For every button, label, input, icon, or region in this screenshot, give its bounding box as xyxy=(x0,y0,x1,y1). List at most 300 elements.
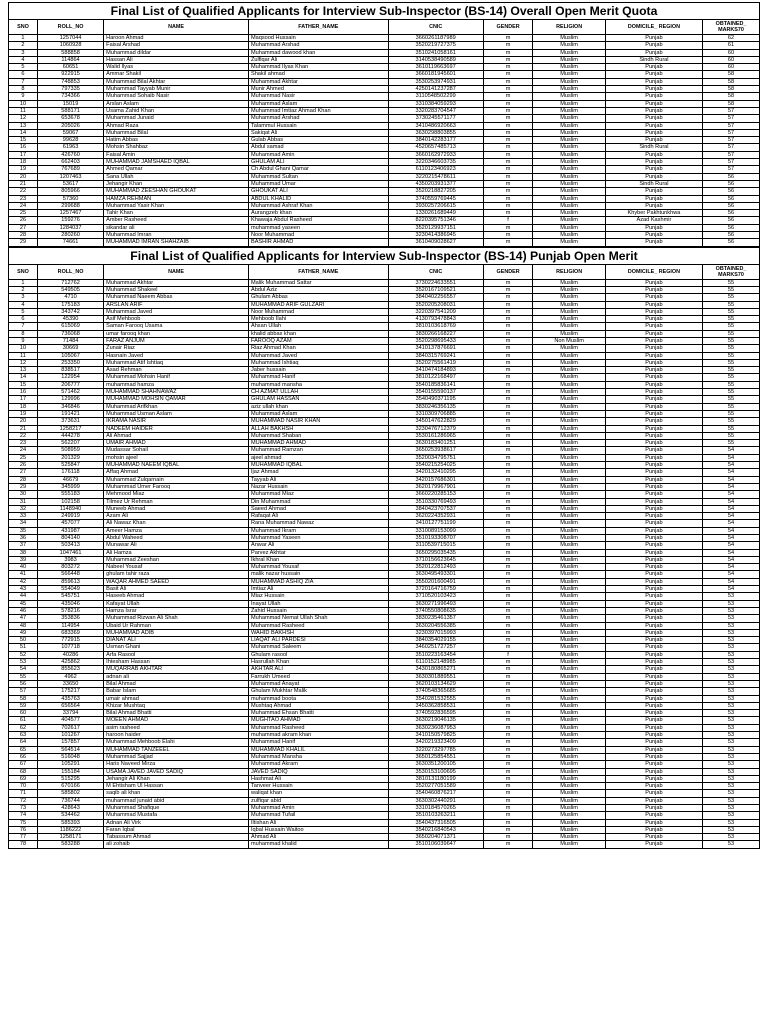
table-cell: 299688 xyxy=(37,202,103,209)
table-cell: GHOUKAT ALI xyxy=(248,188,388,195)
table-cell: muhammad boota xyxy=(248,695,388,702)
table-row xyxy=(9,100,760,107)
table-cell: 3540185836141 xyxy=(388,381,483,388)
table-cell: Muslim xyxy=(533,86,605,93)
table-cell: m xyxy=(483,819,533,826)
table-cell: m xyxy=(483,396,533,403)
table-cell: m xyxy=(483,710,533,717)
table-cell: Muslim xyxy=(533,367,605,374)
table-cell: Punjab xyxy=(605,374,702,381)
table-cell: 53 xyxy=(703,746,760,753)
table-cell: 3610409028627 xyxy=(388,239,483,246)
table-cell: Punjab xyxy=(605,115,702,122)
table-cell: 71484 xyxy=(37,337,103,344)
table-cell: Muslim xyxy=(533,217,605,224)
table-cell: Maqsood Hussain xyxy=(248,35,388,42)
table-cell: 14 xyxy=(9,374,38,381)
table-cell: 7 xyxy=(9,78,38,85)
table-cell: 583288 xyxy=(37,841,103,848)
table-row xyxy=(9,622,760,629)
table-cell: Tabassum Ahmad xyxy=(104,834,249,841)
table-cell: 3220215478611 xyxy=(388,173,483,180)
table-cell: f xyxy=(483,217,533,224)
table-row xyxy=(9,659,760,666)
table-cell: Punjab xyxy=(605,637,702,644)
table-row xyxy=(9,651,760,658)
table-cell: Muslim xyxy=(533,374,605,381)
table-cell: Ihtesham Hassan xyxy=(104,659,249,666)
table-cell: m xyxy=(483,232,533,239)
table-cell: Ahmad Raza xyxy=(104,122,249,129)
table-cell: Ameer Hamza xyxy=(104,527,249,534)
table-cell: Punjab xyxy=(605,49,702,56)
table-cell: Punjab xyxy=(605,323,702,330)
table-cell: 29 xyxy=(9,239,38,246)
table-cell: 3110539715015 xyxy=(388,542,483,549)
table-cell: Muslim xyxy=(533,64,605,71)
table-cell: 58 xyxy=(9,695,38,702)
table-cell: MUHAMMAD ADIB xyxy=(104,629,249,636)
table-cell: m xyxy=(483,42,533,49)
table-cell: 55 xyxy=(703,323,760,330)
table-row xyxy=(9,783,760,790)
table-cell: umar farooq khan xyxy=(104,330,249,337)
table-cell: m xyxy=(483,56,533,63)
table-cell: Zahid Hussain xyxy=(248,607,388,614)
table-cell: Amber Rasheed xyxy=(104,217,249,224)
table-cell: 55 xyxy=(703,425,760,432)
table-cell: Muslim xyxy=(533,180,605,187)
table-cell: 3630219046135 xyxy=(388,717,483,724)
table-cell: Muhammad Sultan xyxy=(248,173,388,180)
table-cell: 61 xyxy=(9,717,38,724)
table-cell: waliqat khan xyxy=(248,790,388,797)
table-cell: Muhammad Tufail xyxy=(248,812,388,819)
table-cell: saqib ali khan xyxy=(104,790,249,797)
table-cell: Ahsan Ullah xyxy=(248,323,388,330)
table-cell: 431987 xyxy=(37,527,103,534)
table-row xyxy=(9,637,760,644)
table-cell: Haseeb Ahmad xyxy=(104,593,249,600)
table-cell: Muslim xyxy=(533,680,605,687)
table-cell: 55 xyxy=(703,330,760,337)
table-row xyxy=(9,367,760,374)
table-cell: 53 xyxy=(703,644,760,651)
table-cell: 56 xyxy=(703,188,760,195)
table-cell: 3540155590137 xyxy=(388,389,483,396)
table-cell: 53 xyxy=(703,622,760,629)
table-cell: m xyxy=(483,173,533,180)
table-cell: FARAZ ANJUM xyxy=(104,337,249,344)
table-cell: m xyxy=(483,688,533,695)
table-cell: Punjab xyxy=(605,695,702,702)
table-cell: Punjab xyxy=(605,753,702,760)
table-row xyxy=(9,607,760,614)
table-cell: 54 xyxy=(9,666,38,673)
table-cell: 3650125854551 xyxy=(388,753,483,760)
table-cell: m xyxy=(483,783,533,790)
table-row xyxy=(9,834,760,841)
table-cell: 22 xyxy=(9,432,38,439)
table-row xyxy=(9,775,760,782)
table-cell: 767689 xyxy=(37,166,103,173)
table-cell: Punjab xyxy=(605,232,702,239)
table-cell: 54 xyxy=(703,586,760,593)
table-cell: Muslim xyxy=(533,359,605,366)
table-cell: Punjab xyxy=(605,673,702,680)
table-cell: Usman Ghani xyxy=(104,644,249,651)
table-cell: Muslim xyxy=(533,768,605,775)
table-cell: 53 xyxy=(703,688,760,695)
table-cell: 3630301889551 xyxy=(388,673,483,680)
table-cell: Muslim xyxy=(533,535,605,542)
table-row xyxy=(9,732,760,739)
table-cell: Muslim xyxy=(533,513,605,520)
table-cell: 54 xyxy=(703,498,760,505)
table-cell: Punjab xyxy=(605,286,702,293)
table-cell: Punjab xyxy=(605,702,702,709)
table-cell: 54 xyxy=(703,578,760,585)
table-cell: 3510330769493 xyxy=(388,498,483,505)
table-cell: Muhammad Akram xyxy=(248,761,388,768)
table-cell: 54 xyxy=(703,483,760,490)
table-row xyxy=(9,286,760,293)
table-cell: 3840354029155 xyxy=(388,637,483,644)
table-cell: Saeed Ahmad xyxy=(248,505,388,512)
table-cell: Walid Ilyas xyxy=(104,64,249,71)
table-cell: JAVED SADIQ xyxy=(248,768,388,775)
table-cell: 74661 xyxy=(37,239,103,246)
table-cell: 53 xyxy=(703,804,760,811)
table-row xyxy=(9,826,760,833)
table-row xyxy=(9,374,760,381)
table-cell: Muhammad Akhtar xyxy=(248,78,388,85)
table-cell: Muhammad Sohaib Nasir xyxy=(104,93,249,100)
table-cell: 3140538490589 xyxy=(388,56,483,63)
table-row xyxy=(9,688,760,695)
table-cell: 3720164716759 xyxy=(388,586,483,593)
table-cell: 3530253974931 xyxy=(388,78,483,85)
table-cell: Punjab xyxy=(605,337,702,344)
table-cell: 3740550808635 xyxy=(388,607,483,614)
table-cell: 6 xyxy=(9,316,38,323)
table-cell: 55 xyxy=(703,316,760,323)
column-header: CNIC xyxy=(388,264,483,279)
table-cell: 52 xyxy=(9,651,38,658)
table-cell: 503413 xyxy=(37,542,103,549)
table-row xyxy=(9,797,760,804)
table-cell: Muslim xyxy=(533,790,605,797)
table-cell: Muhammad Usman Aslam xyxy=(104,410,249,417)
table-cell: muhammad junaid abid xyxy=(104,797,249,804)
document-page xyxy=(8,0,760,849)
table-row xyxy=(9,702,760,709)
table-cell: m xyxy=(483,804,533,811)
table-row xyxy=(9,352,760,359)
table-cell: 55 xyxy=(703,403,760,410)
table-cell: 101267 xyxy=(37,732,103,739)
table-cell: Punjab xyxy=(605,159,702,166)
table-cell: Punjab xyxy=(605,644,702,651)
table-cell: Muslim xyxy=(533,491,605,498)
table-row xyxy=(9,301,760,308)
table-cell: Haroon Ahmad xyxy=(104,35,249,42)
table-cell: 25 xyxy=(9,210,38,217)
table-cell: 4962 xyxy=(37,673,103,680)
table-cell: Muslim xyxy=(533,42,605,49)
table-cell: 5 xyxy=(9,308,38,315)
table-cell: sikandar ali xyxy=(104,224,249,231)
table-cell: Arslan Aslam xyxy=(104,100,249,107)
table-cell: 18 xyxy=(9,159,38,166)
table-cell: Punjab xyxy=(605,129,702,136)
table-cell: 62 xyxy=(703,35,760,42)
section1-table xyxy=(8,19,760,247)
table-cell: Muslim xyxy=(533,710,605,717)
table-cell: 54 xyxy=(703,462,760,469)
table-cell: m xyxy=(483,476,533,483)
table-cell: 20 xyxy=(9,173,38,180)
table-cell: m xyxy=(483,797,533,804)
table-cell: Muslim xyxy=(533,483,605,490)
table-cell: 426760 xyxy=(37,151,103,158)
table-cell: 46679 xyxy=(37,476,103,483)
table-cell: Punjab xyxy=(605,607,702,614)
table-cell: Mehmood Miaz xyxy=(104,491,249,498)
table-cell: m xyxy=(483,644,533,651)
table-cell: m xyxy=(483,286,533,293)
table-cell: 53 xyxy=(703,651,760,658)
table-row xyxy=(9,56,760,63)
table-cell: 57 xyxy=(703,166,760,173)
table-cell: 40 xyxy=(9,564,38,571)
table-cell: Muslim xyxy=(533,688,605,695)
table-cell: Non Muslim xyxy=(533,337,605,344)
table-cell: m xyxy=(483,768,533,775)
table-cell: 53 xyxy=(703,819,760,826)
table-cell: Muhammad Ishtiaq xyxy=(248,359,388,366)
table-cell: Shakil ahmad xyxy=(248,71,388,78)
table-cell: m xyxy=(483,498,533,505)
table-row xyxy=(9,527,760,534)
table-cell: Muslim xyxy=(533,673,605,680)
table-cell: Muslim xyxy=(533,615,605,622)
table-cell: 62 xyxy=(9,724,38,731)
table-cell: 8220395751346 xyxy=(388,217,483,224)
table-cell: 55 xyxy=(9,673,38,680)
table-cell: Punjab xyxy=(605,462,702,469)
table-cell: m xyxy=(483,301,533,308)
table-cell: 1 xyxy=(9,35,38,42)
table-cell: mohsin ajeel xyxy=(104,454,249,461)
table-cell: m xyxy=(483,86,533,93)
table-cell: m xyxy=(483,556,533,563)
table-cell: Muhammad Arshad xyxy=(248,42,388,49)
table-cell: Muhammad Imran xyxy=(104,232,249,239)
table-cell: Muhammad Ikram xyxy=(248,527,388,534)
table-cell: 3460251727257 xyxy=(388,644,483,651)
table-cell: m xyxy=(483,724,533,731)
table-cell: 3840315769241 xyxy=(388,352,483,359)
table-cell: muhammad yaseen xyxy=(248,224,388,231)
table-cell: 3520277051589 xyxy=(388,783,483,790)
table-cell: 534462 xyxy=(37,812,103,819)
table-cell: Muslim xyxy=(533,381,605,388)
table-cell: muhammad akram khan xyxy=(248,732,388,739)
table-cell: 55 xyxy=(703,301,760,308)
table-cell: 585393 xyxy=(37,819,103,826)
table-cell: MUHAMMAD ZEESHAN GHOUKAT xyxy=(104,188,249,195)
table-cell: 425862 xyxy=(37,659,103,666)
table-cell: 3510193308707 xyxy=(388,535,483,542)
table-cell: Miaz Hussain xyxy=(248,593,388,600)
table-cell: 653678 xyxy=(37,115,103,122)
table-cell: 31 xyxy=(9,498,38,505)
table-cell: 57 xyxy=(703,151,760,158)
table-cell: Ghulam Mukhtar Malik xyxy=(248,688,388,695)
table-row xyxy=(9,513,760,520)
table-cell: 53 xyxy=(703,732,760,739)
table-cell: Muslim xyxy=(533,469,605,476)
table-cell: 56 xyxy=(703,202,760,209)
table-cell: Ali Nawaz Khan xyxy=(104,520,249,527)
table-cell: 44 xyxy=(9,593,38,600)
table-cell: Punjab xyxy=(605,812,702,819)
table-cell: m xyxy=(483,129,533,136)
column-header: RELIGION xyxy=(533,264,605,279)
table-row xyxy=(9,64,760,71)
table-cell: m xyxy=(483,717,533,724)
table-cell: Muhammad dildar xyxy=(104,49,249,56)
table-cell: Muslim xyxy=(533,826,605,833)
table-cell: Muhammad Ehsan Bhatti xyxy=(248,710,388,717)
table-cell: m xyxy=(483,527,533,534)
table-cell: 428643 xyxy=(37,804,103,811)
table-row xyxy=(9,359,760,366)
table-cell: Muhammad Nasir xyxy=(248,93,388,100)
table-cell: 3320283704547 xyxy=(388,107,483,114)
table-row xyxy=(9,173,760,180)
table-cell: 797335 xyxy=(37,86,103,93)
table-row xyxy=(9,432,760,439)
table-row xyxy=(9,188,760,195)
table-cell: m xyxy=(483,78,533,85)
table-cell: 157857 xyxy=(37,739,103,746)
table-cell: Muslim xyxy=(533,454,605,461)
table-cell: Nazar Hussain xyxy=(248,483,388,490)
table-cell: m xyxy=(483,337,533,344)
table-row xyxy=(9,403,760,410)
table-cell: m xyxy=(483,381,533,388)
table-row xyxy=(9,666,760,673)
table-cell: 50 xyxy=(9,637,38,644)
table-cell: Punjab xyxy=(605,564,702,571)
table-cell: m xyxy=(483,64,533,71)
table-cell: m xyxy=(483,586,533,593)
table-cell: 564514 xyxy=(37,746,103,753)
table-cell: MUHAMMAD ASHIQ ZIA xyxy=(248,578,388,585)
table-cell: m xyxy=(483,410,533,417)
table-row xyxy=(9,644,760,651)
table-row xyxy=(9,93,760,100)
table-cell: Punjab xyxy=(605,717,702,724)
table-cell: Muhammad Yasir Khan xyxy=(104,202,249,209)
table-cell: 53 xyxy=(703,607,760,614)
table-cell: Punjab xyxy=(605,841,702,848)
table-cell: 16 xyxy=(9,144,38,151)
table-cell: 11 xyxy=(9,107,38,114)
table-row xyxy=(9,195,760,202)
table-cell: Tayyab Ali xyxy=(248,476,388,483)
table-cell: 10 xyxy=(9,345,38,352)
table-row xyxy=(9,49,760,56)
table-cell: Muslim xyxy=(533,586,605,593)
table-row xyxy=(9,447,760,454)
table-cell: 566448 xyxy=(37,571,103,578)
table-cell: Adnan Ali Virk xyxy=(104,819,249,826)
table-cell: 3740559769445 xyxy=(388,195,483,202)
table-cell: Noor Muhammad xyxy=(248,308,388,315)
table-cell: MUHAMMAD TANZEEEL xyxy=(104,746,249,753)
table-cell: 60 xyxy=(703,49,760,56)
table-cell: 53 xyxy=(703,724,760,731)
table-cell: 1207463 xyxy=(37,173,103,180)
table-cell: Ijaz Ahmad xyxy=(248,469,388,476)
table-cell: MUHAMMAD NAEEM IQBAL xyxy=(104,462,249,469)
table-cell: 25 xyxy=(9,454,38,461)
table-cell: Iltishan Ali xyxy=(248,819,388,826)
table-cell: Basit Ali xyxy=(104,586,249,593)
table-row xyxy=(9,232,760,239)
table-cell: Abdul Aziz xyxy=(248,286,388,293)
table-cell: m xyxy=(483,144,533,151)
table-row xyxy=(9,279,760,286)
table-row xyxy=(9,410,760,417)
table-cell: 56 xyxy=(703,210,760,217)
table-cell: 53 xyxy=(703,812,760,819)
table-cell: Muhammad Javed xyxy=(104,308,249,315)
table-cell: m xyxy=(483,93,533,100)
table-cell: 55 xyxy=(703,308,760,315)
table-cell: 554049 xyxy=(37,586,103,593)
table-cell: m xyxy=(483,564,533,571)
table-cell: FAROOQ AZAM xyxy=(248,337,388,344)
table-cell: 57 xyxy=(703,129,760,136)
table-cell: m xyxy=(483,702,533,709)
table-cell: Muslim xyxy=(533,702,605,709)
table-cell: 59 xyxy=(9,702,38,709)
table-cell: Ahmed Qamar xyxy=(104,166,249,173)
table-cell: m xyxy=(483,542,533,549)
table-cell: Punjab xyxy=(605,425,702,432)
table-cell: m xyxy=(483,180,533,187)
table-cell: Punjab xyxy=(605,166,702,173)
table-cell: 353836 xyxy=(37,615,103,622)
table-cell: Affaq Ahmad xyxy=(104,469,249,476)
table-cell: haroon haider xyxy=(104,732,249,739)
table-cell: 444278 xyxy=(37,432,103,439)
table-cell: 13 xyxy=(9,367,38,374)
table-cell: ABDUL KHALID xyxy=(248,195,388,202)
table-cell: 1257467 xyxy=(37,210,103,217)
table-cell: Tanveer Hussain xyxy=(248,783,388,790)
table-cell: Punjab xyxy=(605,680,702,687)
table-cell: Anwar Ali xyxy=(248,542,388,549)
table-cell: MUHAMMAD SHAHNAWAZ xyxy=(104,389,249,396)
table-cell: 4250141237287 xyxy=(388,86,483,93)
table-cell: 1284037 xyxy=(37,224,103,231)
table-cell: 346846 xyxy=(37,403,103,410)
